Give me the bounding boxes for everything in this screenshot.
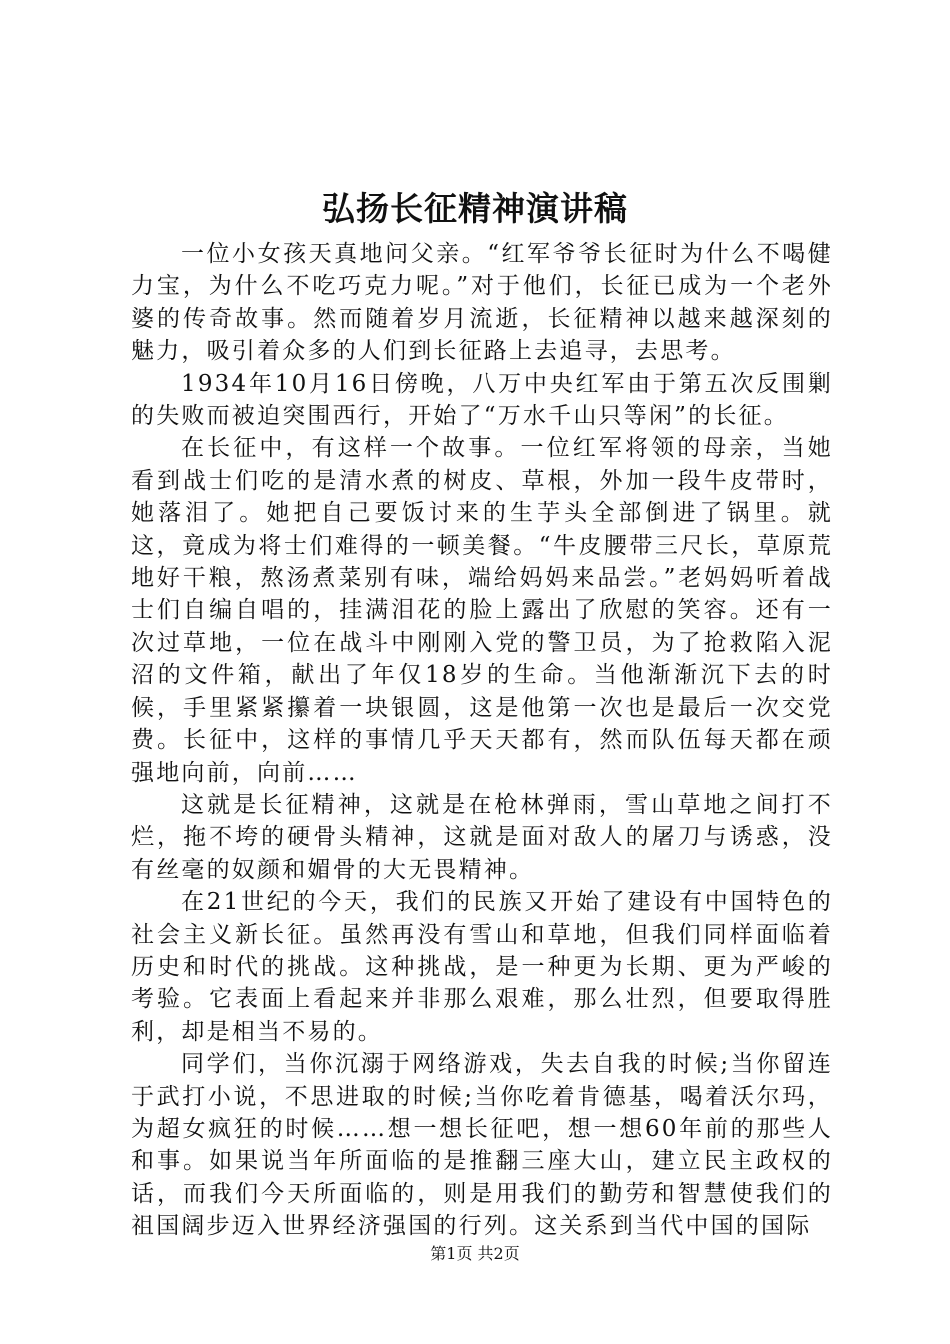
paragraph-6: 同学们，当你沉溺于网络游戏，失去自我的时候;当你留连于武打小说，不思进取的时候;当你吃着肯德基，喝着沃尔玛，为超女疯狂的时候……想一想长征吧，想一想60年前的那些人和事。如果说当年所面临的是推翻三座大山，建立民主政权的话，而我们今天所面临的，则是用我们的勤劳和智慧使我们的祖国阔步迈入世界经济强国的行列。这关系到当代中国的国际 [131,1051,833,1240]
paragraph-2: 1934年10月16日傍晚，八万中央红军由于第五次反围剿的失败而被迫突围西行，开始了“万水千山只等闲”的长征。 [131,370,833,430]
paragraph-1: 一位小女孩天真地问父亲。“红军爷爷长征时为什么不喝健力宝，为什么不吃巧克力呢。”对于他们，长征已成为一个老外婆的传奇故事。然而随着岁月流逝，长征精神以越来越深刻的魅力，吸引着众多的人们到长征路上去追寻，去思考。 [131,241,833,365]
paragraph-3: 在长征中，有这样一个故事。一位红军将领的母亲，当她看到战士们吃的是清水煮的树皮、草根，外加一段牛皮带时，她落泪了。她把自己要饭讨来的生芋头全部倒进了锅里。就这，竟成为将士们难得的一顿美餐。“牛皮腰带三尺长，草原荒地好干粮，熬汤煮菜别有味，端给妈妈来品尝。”老妈妈听着战士们自编自唱的，挂满泪花的脸上露出了欣慰的笑容。还有一次过草地，一位在战斗中刚刚入党的警卫员，为了抢救陷入泥沼的文件箱，献出了年仅18岁的生命。当他渐渐沉下去的时候，手里紧紧攥着一块银圆，这是他第一次也是最后一次交党费。长征中，这样的事情几乎天天都有，然而队伍每天都在顽强地向前，向前…… [131,435,833,786]
paragraph-4: 这就是长征精神，这就是在枪林弹雨，雪山草地之间打不烂，拖不垮的硬骨头精神，这就是面对敌人的屠刀与诱惑，没有丝毫的奴颜和媚骨的大无畏精神。 [131,791,833,883]
paragraph-5: 在21世纪的今天，我们的民族又开始了建设有中国特色的社会主义新长征。虽然再没有雪山和草地，但我们同样面临着历史和时代的挑战。这种挑战，是一种更为长期、更为严峻的考验。它表面上看起来并非那么艰难，那么壮烈，但要取得胜利，却是相当不易的。 [131,889,833,1045]
document-body [131,238,833,1243]
document-title: 弘扬长征精神演讲稿 [322,189,628,228]
page-number-footer: 第1页 共2页 [430,1244,520,1263]
